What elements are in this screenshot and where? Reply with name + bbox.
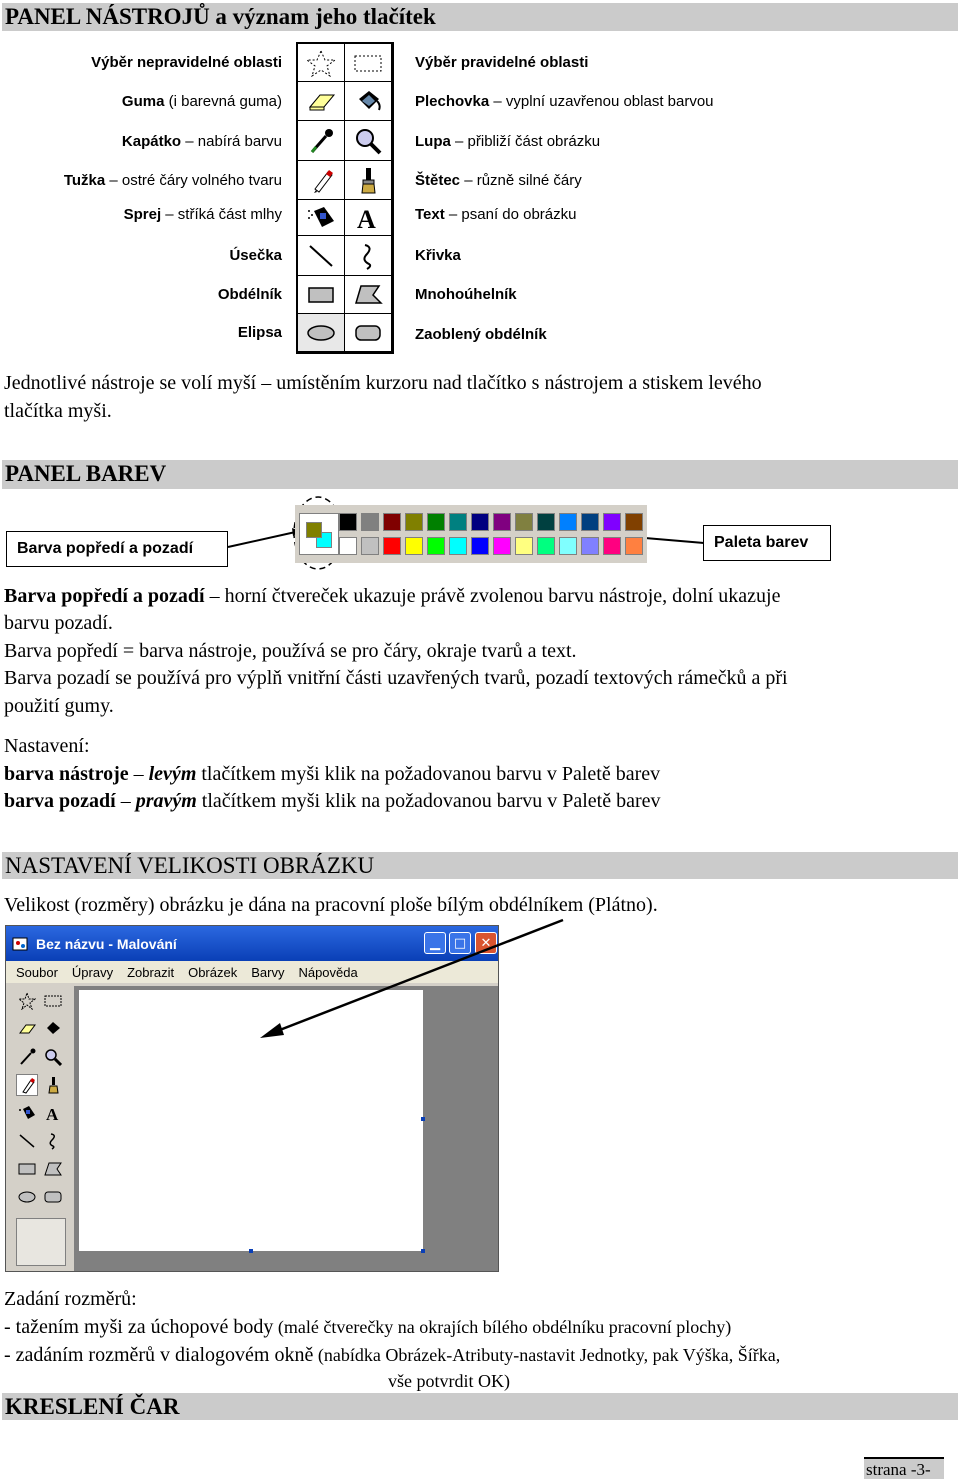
fill-tool[interactable] — [345, 82, 392, 121]
svg-text:A: A — [46, 1105, 59, 1122]
dims-label: Zadání rozměrů: — [4, 1288, 137, 1310]
section-heading-size: NASTAVENÍ VELIKOSTI OBRÁZKU — [2, 852, 958, 879]
rect-select-icon — [353, 52, 383, 74]
label-rect-select: Výběr pravidelné oblasti — [415, 54, 589, 71]
svg-text:A: A — [357, 204, 376, 231]
rectangle-tool[interactable] — [298, 276, 345, 314]
pencil-icon — [18, 1076, 36, 1094]
eyedropper-icon — [18, 1048, 36, 1066]
pencil-tool[interactable] — [298, 161, 345, 200]
label-text: Text – psaní do obrázku — [415, 206, 577, 223]
label-curve: Křivka — [415, 247, 461, 264]
menu-item[interactable]: Zobrazit — [127, 964, 175, 980]
polygon-tool[interactable] — [345, 276, 392, 314]
magnifier-icon — [44, 1048, 62, 1066]
palette-swatch[interactable] — [361, 513, 379, 531]
picker-tool[interactable] — [298, 121, 345, 161]
menu-item[interactable]: Soubor — [16, 964, 58, 980]
w-picker-tool[interactable] — [16, 1046, 38, 1068]
brush-icon — [353, 166, 383, 194]
palette-swatch[interactable] — [537, 513, 555, 531]
color-para3-line2: použití gumy. — [4, 695, 114, 717]
brush-tool[interactable] — [345, 161, 392, 200]
foreground-color-swatch — [306, 522, 322, 538]
color-para1-line2: barvu pozadí. — [4, 612, 113, 634]
w-text-tool[interactable] — [42, 1102, 64, 1124]
w-rectangle-tool[interactable] — [16, 1158, 38, 1180]
settings-label: Nastavení: — [4, 735, 90, 757]
callout-palette: Paleta barev — [703, 525, 831, 561]
palette-swatch[interactable] — [449, 537, 467, 555]
airbrush-tool[interactable] — [298, 200, 345, 236]
paint-bucket-icon — [353, 89, 383, 113]
label-brush: Štětec – různě silné čáry — [415, 172, 582, 189]
star-select-icon — [18, 992, 36, 1010]
section-heading-toolbar: PANEL NÁSTROJŮ a význam jeho tlačítek — [2, 3, 958, 31]
palette-swatch[interactable] — [361, 537, 379, 555]
callout-line-right — [645, 538, 704, 543]
airbrush-icon — [18, 1105, 36, 1121]
palette-swatch[interactable] — [603, 513, 621, 531]
menu-item[interactable]: Barvy — [251, 964, 285, 980]
palette-swatch[interactable] — [515, 537, 533, 555]
section-heading-colors: PANEL BAREV — [2, 460, 958, 489]
palette-swatch[interactable] — [405, 513, 423, 531]
w-line-tool[interactable] — [16, 1130, 38, 1152]
canvas-pointer-arrow — [250, 915, 570, 1045]
paint-bucket-icon — [44, 1021, 62, 1037]
rectangle-icon — [18, 1162, 36, 1176]
star-select-icon — [306, 49, 336, 77]
palette-swatch[interactable] — [625, 513, 643, 531]
tool-panel — [296, 42, 394, 354]
label-free-select: Výběr nepravidelné oblasti — [91, 54, 282, 71]
arrow-head — [260, 1023, 284, 1038]
toolbar-description-line2: tlačítka myši. — [4, 400, 112, 422]
palette-swatch[interactable] — [449, 513, 467, 531]
eraser-tool[interactable] — [298, 82, 345, 121]
rect-select-icon — [44, 994, 62, 1008]
minimize-button[interactable]: ▁ — [424, 932, 446, 954]
palette-swatch[interactable] — [427, 513, 445, 531]
label-polygon: Mnohoúhelník — [415, 286, 517, 303]
w-brush-tool[interactable] — [42, 1074, 64, 1096]
label-ellipse: Elipsa — [237, 324, 282, 341]
text-tool[interactable] — [345, 200, 392, 236]
w-ellipse-tool[interactable] — [16, 1186, 38, 1208]
color-panel — [295, 505, 647, 563]
text-a-icon — [353, 205, 383, 231]
palette-swatch[interactable] — [427, 537, 445, 555]
w-rect-select-tool[interactable] — [42, 990, 64, 1012]
w-pencil-tool[interactable] — [16, 1074, 38, 1096]
label-pencil: Tužka – ostré čáry volného tvaru — [63, 172, 282, 189]
label-line: Úsečka — [229, 247, 282, 264]
palette-swatch[interactable] — [339, 513, 357, 531]
w-curve-tool[interactable] — [42, 1130, 64, 1152]
label-picker: Kapátko – nabírá barvu — [121, 133, 282, 150]
label-eraser: Guma (i barevná guma) — [121, 93, 282, 110]
w-polygon-tool[interactable] — [42, 1158, 64, 1180]
ellipse-icon — [305, 321, 337, 345]
palette-swatch[interactable] — [581, 513, 599, 531]
palette-swatch[interactable] — [493, 513, 511, 531]
palette-swatch[interactable] — [493, 537, 511, 555]
polygon-icon — [353, 283, 383, 307]
callout-line-left — [228, 531, 300, 547]
rectangle-icon — [306, 283, 336, 307]
window-toolbox — [10, 986, 72, 1272]
section-heading-lines: KRESLENÍ ČAR — [2, 1393, 958, 1420]
color-para2: Barva popředí = barva nástroje, používá se pro čáry, okraje tvarů a text. — [4, 640, 577, 662]
label-fill: Plechovka – vyplní uzavřenou oblast barvou — [415, 93, 714, 110]
resize-handle-bottom[interactable] — [249, 1249, 253, 1253]
w-rounded-rect-tool[interactable] — [42, 1186, 64, 1208]
menu-item[interactable]: Úpravy — [71, 964, 114, 980]
w-airbrush-tool[interactable] — [16, 1102, 38, 1124]
rounded-rect-icon — [353, 321, 383, 345]
color-para3-line1: Barva pozadí se používá pro výplň vnitřní části uzavřených tvarů, pozadí textových rámečků a při — [4, 667, 788, 689]
ellipse-icon — [17, 1190, 37, 1204]
pencil-icon — [306, 166, 336, 194]
page-number: strana -3- — [864, 1457, 944, 1479]
ellipse-tool[interactable] — [298, 314, 345, 352]
label-magnifier: Lupa – přibliží část obrázku — [415, 133, 601, 150]
label-rounded-rect: Zaoblený obdélník — [415, 326, 547, 343]
text-a-icon — [44, 1104, 62, 1122]
free-select-tool[interactable] — [298, 44, 345, 82]
rounded-rect-tool[interactable] — [345, 314, 392, 352]
label-rectangle: Obdélník — [217, 286, 282, 303]
eyedropper-icon — [306, 127, 336, 155]
curve-icon — [353, 242, 383, 270]
palette-swatch[interactable] — [383, 513, 401, 531]
maximize-button[interactable]: □ — [449, 932, 471, 954]
size-intro: Velikost (rozměry) obrázku je dána na pracovní ploše bílým obdélníkem (Plátno). — [4, 894, 658, 916]
paint-app-icon — [12, 935, 30, 953]
palette-swatch[interactable] — [405, 537, 423, 555]
magnifier-tool[interactable] — [345, 121, 392, 161]
fg-bg-indicator[interactable] — [299, 513, 339, 555]
resize-handle-corner[interactable] — [421, 1249, 425, 1253]
close-button[interactable]: ✕ — [475, 932, 497, 954]
toolbar-description-line1: Jednotlivé nástroje se volí myší – umístěním kurzoru nad tlačítko s nástrojem a stiskem levého — [4, 372, 762, 394]
curve-icon — [44, 1132, 62, 1150]
line-icon — [306, 242, 336, 270]
palette-swatch[interactable] — [559, 537, 577, 555]
menu-item[interactable]: Obrázek — [188, 964, 238, 980]
line-tool[interactable] — [298, 236, 345, 276]
w-eraser-tool[interactable] — [16, 1018, 38, 1040]
airbrush-icon — [306, 205, 336, 231]
menu-item[interactable]: Nápověda — [298, 964, 358, 980]
tool-options-box[interactable] — [16, 1218, 66, 1266]
color-para1: Barva popředí a pozadí – horní čtvereček ukazuje právě zvolenou barvu nástroje, dolní ukazuje — [4, 585, 781, 607]
w-free-select-tool[interactable] — [16, 990, 38, 1012]
callout-fg-bg: Barva popředí a pozadí — [6, 531, 228, 567]
palette-swatch[interactable] — [603, 537, 621, 555]
palette-swatch[interactable] — [537, 537, 555, 555]
eraser-icon — [18, 1022, 36, 1036]
palette-swatch[interactable] — [471, 537, 489, 555]
palette-swatch[interactable] — [581, 537, 599, 555]
dims-line3: vše potvrdit OK) — [388, 1371, 510, 1391]
palette-swatch[interactable] — [625, 537, 643, 555]
brush-icon — [44, 1076, 62, 1094]
eraser-icon — [306, 89, 336, 113]
label-airbrush: Sprej – stříká část mlhy — [123, 206, 282, 223]
setting-line2: barva pozadí – pravým tlačítkem myši klik na požadovanou barvu v Paletě barev — [4, 790, 661, 812]
resize-handle-right[interactable] — [421, 1117, 425, 1121]
color-palette — [339, 513, 645, 559]
rounded-rect-icon — [44, 1190, 62, 1204]
curve-tool[interactable] — [345, 236, 392, 276]
line-icon — [18, 1132, 36, 1150]
w-fill-tool[interactable] — [42, 1018, 64, 1040]
w-magnifier-tool[interactable] — [42, 1046, 64, 1068]
arrow-line — [272, 920, 563, 1033]
dims-line2: - zadáním rozměrů v dialogovém okně (nabídka Obrázek-Atributy-nastavit Jednotky, pak Výška, Šířka, — [4, 1344, 781, 1366]
window-title: Bez názvu - Malování — [36, 935, 177, 952]
setting-line1: barva nástroje – levým tlačítkem myši klik na požadovanou barvu v Paletě barev — [4, 763, 661, 785]
rect-select-tool[interactable] — [345, 44, 392, 82]
palette-swatch[interactable] — [383, 537, 401, 555]
dims-line1: - tažením myši za úchopové body (malé čtverečky na okrajích bílého obdélníku pracovní plochy) — [4, 1316, 732, 1338]
palette-swatch[interactable] — [339, 537, 357, 555]
palette-swatch[interactable] — [471, 513, 489, 531]
palette-swatch[interactable] — [559, 513, 577, 531]
polygon-icon — [44, 1162, 62, 1176]
palette-swatch[interactable] — [515, 513, 533, 531]
magnifier-icon — [353, 127, 383, 155]
